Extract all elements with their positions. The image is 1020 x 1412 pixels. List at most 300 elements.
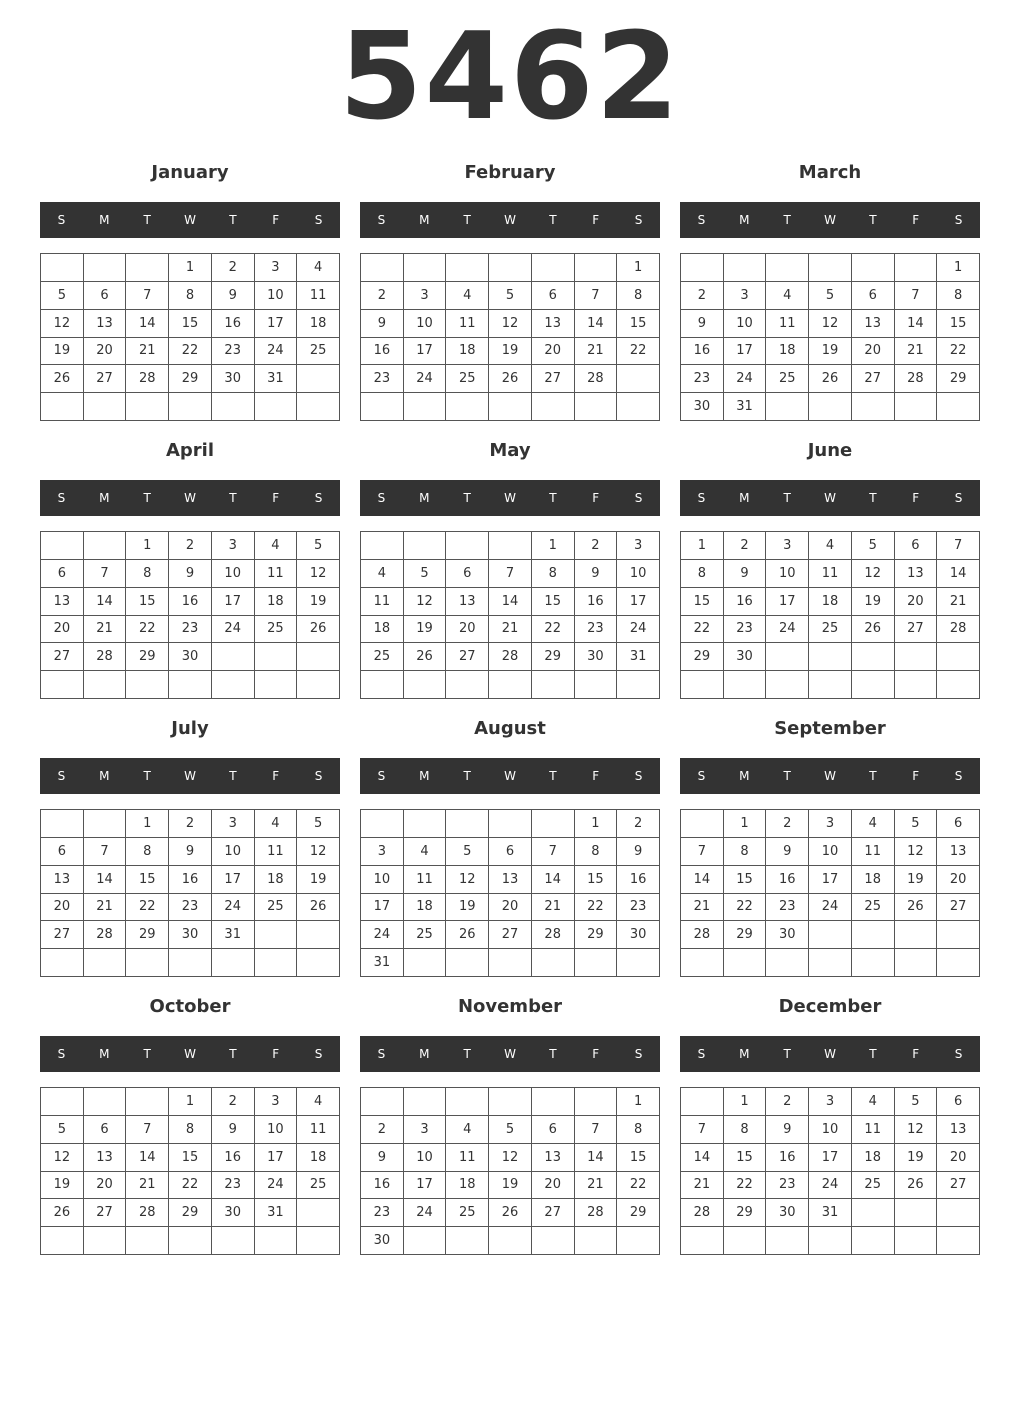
day-cell bbox=[681, 949, 724, 977]
day-cell: 5 bbox=[489, 282, 532, 310]
day-cell: 8 bbox=[532, 560, 575, 588]
day-cell: 12 bbox=[41, 1144, 84, 1172]
day-cell: 28 bbox=[489, 643, 532, 671]
day-cell: 29 bbox=[126, 921, 169, 949]
day-cell bbox=[361, 671, 404, 699]
day-cell bbox=[446, 949, 489, 977]
month-name: April bbox=[165, 440, 215, 461]
day-cell bbox=[41, 1227, 84, 1255]
day-cell: 10 bbox=[404, 1144, 447, 1172]
day-cell bbox=[169, 393, 212, 421]
day-cell: 31 bbox=[361, 949, 404, 977]
day-cell: 30 bbox=[681, 393, 724, 421]
day-cell: 17 bbox=[617, 588, 660, 616]
day-cell: 26 bbox=[895, 1172, 938, 1200]
day-cell: 24 bbox=[404, 365, 447, 393]
day-cell: 22 bbox=[126, 616, 169, 644]
weekday-label: F bbox=[592, 1047, 600, 1061]
day-cell bbox=[532, 393, 575, 421]
day-cell: 18 bbox=[852, 1144, 895, 1172]
weekday-label: M bbox=[99, 213, 110, 227]
day-cell: 4 bbox=[297, 1088, 340, 1116]
day-cell bbox=[895, 643, 938, 671]
day-cell: 16 bbox=[575, 588, 618, 616]
day-cell: 1 bbox=[937, 254, 980, 282]
weekday-label: M bbox=[419, 491, 430, 505]
day-cell: 19 bbox=[297, 588, 340, 616]
day-cell: 30 bbox=[361, 1227, 404, 1255]
weekday-label: S bbox=[377, 1047, 386, 1061]
day-cell: 2 bbox=[724, 532, 767, 560]
day-cell bbox=[575, 1227, 618, 1255]
day-cell: 13 bbox=[41, 588, 84, 616]
day-cell: 11 bbox=[297, 282, 340, 310]
day-cell: 6 bbox=[41, 838, 84, 866]
day-grid bbox=[680, 809, 980, 977]
day-cell: 23 bbox=[212, 1172, 255, 1200]
day-cell: 19 bbox=[41, 1172, 84, 1200]
day-cell: 10 bbox=[724, 310, 767, 338]
day-cell: 2 bbox=[766, 1088, 809, 1116]
weekday-label: S bbox=[57, 491, 66, 505]
weekday-label: T bbox=[549, 1047, 557, 1061]
day-cell bbox=[446, 1227, 489, 1255]
day-cell: 26 bbox=[41, 365, 84, 393]
day-cell: 4 bbox=[446, 1116, 489, 1144]
day-grid bbox=[40, 253, 340, 421]
weekday-label: F bbox=[912, 769, 920, 783]
month-name: November bbox=[457, 996, 563, 1017]
day-cell bbox=[575, 393, 618, 421]
day-cell: 20 bbox=[895, 588, 938, 616]
day-cell bbox=[937, 949, 980, 977]
day-cell bbox=[361, 393, 404, 421]
day-cell: 21 bbox=[681, 894, 724, 922]
day-cell bbox=[255, 393, 298, 421]
weekday-label: M bbox=[739, 213, 750, 227]
day-cell bbox=[489, 393, 532, 421]
day-cell bbox=[255, 671, 298, 699]
day-cell: 14 bbox=[895, 310, 938, 338]
weekday-label: M bbox=[419, 213, 430, 227]
month-name: December bbox=[778, 996, 882, 1017]
day-cell: 22 bbox=[169, 1172, 212, 1200]
day-cell: 18 bbox=[809, 588, 852, 616]
day-cell bbox=[895, 921, 938, 949]
day-cell bbox=[724, 254, 767, 282]
day-cell bbox=[532, 949, 575, 977]
day-cell: 5 bbox=[489, 1116, 532, 1144]
day-cell bbox=[617, 365, 660, 393]
day-cell bbox=[404, 532, 447, 560]
day-cell: 17 bbox=[212, 588, 255, 616]
weekday-label: S bbox=[954, 491, 963, 505]
day-cell: 11 bbox=[297, 1116, 340, 1144]
day-cell bbox=[404, 671, 447, 699]
weekday-label: T bbox=[783, 491, 791, 505]
day-cell bbox=[489, 810, 532, 838]
day-cell bbox=[212, 1227, 255, 1255]
day-cell: 17 bbox=[809, 1144, 852, 1172]
month-name: January bbox=[151, 162, 229, 183]
weekday-label: M bbox=[739, 1047, 750, 1061]
day-cell: 9 bbox=[617, 838, 660, 866]
day-cell bbox=[297, 365, 340, 393]
day-cell: 17 bbox=[809, 866, 852, 894]
day-cell: 19 bbox=[895, 1144, 938, 1172]
day-cell: 31 bbox=[212, 921, 255, 949]
day-cell bbox=[852, 671, 895, 699]
month-name: March bbox=[798, 162, 862, 183]
day-cell: 23 bbox=[169, 894, 212, 922]
day-cell: 4 bbox=[297, 254, 340, 282]
day-cell bbox=[84, 949, 127, 977]
day-cell bbox=[617, 393, 660, 421]
day-cell: 24 bbox=[255, 1172, 298, 1200]
day-cell: 22 bbox=[575, 894, 618, 922]
weekday-label: S bbox=[697, 1047, 706, 1061]
day-cell: 24 bbox=[212, 616, 255, 644]
day-cell: 26 bbox=[489, 1199, 532, 1227]
day-cell: 15 bbox=[532, 588, 575, 616]
day-cell: 29 bbox=[169, 365, 212, 393]
day-cell: 11 bbox=[809, 560, 852, 588]
day-cell bbox=[937, 921, 980, 949]
day-cell: 6 bbox=[937, 810, 980, 838]
day-cell bbox=[895, 393, 938, 421]
day-cell: 3 bbox=[617, 532, 660, 560]
day-cell: 26 bbox=[297, 616, 340, 644]
day-cell: 9 bbox=[766, 1116, 809, 1144]
day-cell: 3 bbox=[404, 1116, 447, 1144]
day-cell: 25 bbox=[255, 894, 298, 922]
day-cell: 3 bbox=[212, 532, 255, 560]
day-cell: 9 bbox=[575, 560, 618, 588]
day-cell: 1 bbox=[126, 532, 169, 560]
weekday-label: T bbox=[229, 213, 237, 227]
day-cell: 7 bbox=[937, 532, 980, 560]
weekday-label: M bbox=[99, 491, 110, 505]
day-cell: 21 bbox=[489, 616, 532, 644]
day-cell: 15 bbox=[724, 866, 767, 894]
day-cell: 8 bbox=[126, 560, 169, 588]
day-cell bbox=[212, 671, 255, 699]
weekday-label: W bbox=[184, 1047, 196, 1061]
day-cell bbox=[446, 810, 489, 838]
day-cell: 8 bbox=[937, 282, 980, 310]
day-cell: 29 bbox=[681, 643, 724, 671]
weekday-label: M bbox=[99, 769, 110, 783]
weekday-label: W bbox=[824, 1047, 836, 1061]
day-cell: 15 bbox=[126, 588, 169, 616]
day-cell: 20 bbox=[41, 616, 84, 644]
weekday-label: F bbox=[912, 491, 920, 505]
day-cell bbox=[681, 1088, 724, 1116]
day-cell bbox=[84, 254, 127, 282]
day-cell: 14 bbox=[532, 866, 575, 894]
day-cell: 11 bbox=[852, 838, 895, 866]
day-cell: 14 bbox=[681, 1144, 724, 1172]
day-cell bbox=[41, 254, 84, 282]
weekday-label: T bbox=[463, 491, 471, 505]
day-cell: 24 bbox=[255, 338, 298, 366]
day-cell: 25 bbox=[255, 616, 298, 644]
day-cell bbox=[724, 949, 767, 977]
day-cell: 29 bbox=[126, 643, 169, 671]
day-cell bbox=[404, 949, 447, 977]
day-cell: 18 bbox=[446, 338, 489, 366]
day-cell: 30 bbox=[575, 643, 618, 671]
day-cell bbox=[532, 810, 575, 838]
weekday-header bbox=[40, 480, 340, 516]
day-cell bbox=[681, 254, 724, 282]
day-cell: 27 bbox=[84, 365, 127, 393]
day-cell: 5 bbox=[297, 532, 340, 560]
day-cell: 17 bbox=[212, 866, 255, 894]
day-cell: 19 bbox=[41, 338, 84, 366]
weekday-label: S bbox=[697, 769, 706, 783]
day-cell: 3 bbox=[255, 254, 298, 282]
day-cell: 8 bbox=[724, 838, 767, 866]
day-cell: 21 bbox=[84, 616, 127, 644]
day-cell: 1 bbox=[617, 1088, 660, 1116]
day-cell bbox=[361, 254, 404, 282]
day-cell: 15 bbox=[169, 1144, 212, 1172]
day-cell: 7 bbox=[575, 282, 618, 310]
weekday-label: T bbox=[869, 769, 877, 783]
day-cell: 18 bbox=[852, 866, 895, 894]
day-cell: 15 bbox=[126, 866, 169, 894]
weekday-label: S bbox=[57, 213, 66, 227]
day-cell bbox=[41, 1088, 84, 1116]
day-cell: 22 bbox=[724, 894, 767, 922]
day-cell: 19 bbox=[809, 338, 852, 366]
day-cell bbox=[489, 949, 532, 977]
day-cell bbox=[41, 949, 84, 977]
weekday-label: W bbox=[504, 769, 516, 783]
day-cell: 27 bbox=[895, 616, 938, 644]
day-cell: 4 bbox=[852, 810, 895, 838]
day-cell: 1 bbox=[681, 532, 724, 560]
day-cell bbox=[169, 671, 212, 699]
day-cell bbox=[297, 1227, 340, 1255]
weekday-label: S bbox=[697, 213, 706, 227]
month-name: February bbox=[464, 162, 556, 183]
day-cell: 8 bbox=[126, 838, 169, 866]
day-cell: 5 bbox=[404, 560, 447, 588]
day-cell: 16 bbox=[212, 1144, 255, 1172]
day-cell bbox=[852, 393, 895, 421]
day-cell bbox=[532, 254, 575, 282]
day-cell: 22 bbox=[937, 338, 980, 366]
day-cell: 29 bbox=[724, 1199, 767, 1227]
day-cell bbox=[361, 1088, 404, 1116]
weekday-label: T bbox=[229, 491, 237, 505]
day-cell bbox=[404, 1227, 447, 1255]
day-cell: 27 bbox=[937, 1172, 980, 1200]
day-cell bbox=[404, 810, 447, 838]
day-cell: 27 bbox=[84, 1199, 127, 1227]
day-cell: 14 bbox=[937, 560, 980, 588]
day-cell bbox=[937, 1227, 980, 1255]
day-cell bbox=[297, 393, 340, 421]
weekday-label: T bbox=[229, 769, 237, 783]
day-cell: 7 bbox=[681, 838, 724, 866]
day-cell bbox=[724, 671, 767, 699]
day-grid bbox=[680, 531, 980, 699]
day-cell bbox=[84, 810, 127, 838]
day-cell: 22 bbox=[617, 338, 660, 366]
day-cell: 14 bbox=[575, 1144, 618, 1172]
day-cell: 5 bbox=[41, 1116, 84, 1144]
weekday-label: T bbox=[783, 769, 791, 783]
month-name: July bbox=[171, 718, 209, 739]
weekday-label: M bbox=[99, 1047, 110, 1061]
day-cell bbox=[84, 532, 127, 560]
day-cell: 15 bbox=[169, 310, 212, 338]
day-cell bbox=[617, 949, 660, 977]
day-cell: 18 bbox=[255, 866, 298, 894]
day-cell: 4 bbox=[255, 532, 298, 560]
weekday-label: T bbox=[143, 213, 151, 227]
day-cell: 27 bbox=[852, 365, 895, 393]
day-cell: 26 bbox=[297, 894, 340, 922]
day-cell: 24 bbox=[404, 1199, 447, 1227]
day-cell bbox=[446, 254, 489, 282]
day-cell: 5 bbox=[297, 810, 340, 838]
day-cell: 29 bbox=[937, 365, 980, 393]
day-cell: 18 bbox=[297, 1144, 340, 1172]
weekday-label: F bbox=[272, 213, 280, 227]
day-cell: 29 bbox=[169, 1199, 212, 1227]
day-cell: 17 bbox=[255, 1144, 298, 1172]
day-cell: 18 bbox=[297, 310, 340, 338]
day-cell: 23 bbox=[766, 894, 809, 922]
day-cell bbox=[297, 643, 340, 671]
day-cell: 20 bbox=[532, 338, 575, 366]
day-cell bbox=[937, 671, 980, 699]
day-cell: 22 bbox=[169, 338, 212, 366]
day-cell bbox=[766, 393, 809, 421]
weekday-label: T bbox=[783, 1047, 791, 1061]
day-cell: 16 bbox=[681, 338, 724, 366]
day-cell: 6 bbox=[532, 1116, 575, 1144]
weekday-label: S bbox=[697, 491, 706, 505]
day-cell: 13 bbox=[532, 310, 575, 338]
day-cell: 28 bbox=[937, 616, 980, 644]
weekday-label: F bbox=[272, 769, 280, 783]
day-cell: 30 bbox=[212, 1199, 255, 1227]
day-cell: 2 bbox=[766, 810, 809, 838]
day-cell: 28 bbox=[681, 1199, 724, 1227]
day-cell: 12 bbox=[489, 1144, 532, 1172]
day-cell: 27 bbox=[937, 894, 980, 922]
day-cell: 21 bbox=[84, 894, 127, 922]
day-cell: 7 bbox=[681, 1116, 724, 1144]
day-cell: 22 bbox=[532, 616, 575, 644]
day-cell: 7 bbox=[895, 282, 938, 310]
day-cell: 1 bbox=[724, 810, 767, 838]
day-cell bbox=[84, 1088, 127, 1116]
day-cell: 10 bbox=[809, 838, 852, 866]
day-cell: 11 bbox=[446, 1144, 489, 1172]
day-cell: 9 bbox=[681, 310, 724, 338]
day-cell bbox=[766, 1227, 809, 1255]
day-cell: 18 bbox=[404, 894, 447, 922]
day-cell: 24 bbox=[361, 921, 404, 949]
day-cell: 25 bbox=[404, 921, 447, 949]
day-cell bbox=[809, 671, 852, 699]
day-cell: 25 bbox=[809, 616, 852, 644]
day-cell: 31 bbox=[255, 1199, 298, 1227]
day-cell: 5 bbox=[852, 532, 895, 560]
day-cell: 2 bbox=[169, 810, 212, 838]
weekday-label: S bbox=[314, 213, 323, 227]
weekday-label: F bbox=[592, 213, 600, 227]
day-cell: 27 bbox=[532, 365, 575, 393]
weekday-label: W bbox=[824, 491, 836, 505]
day-cell bbox=[766, 949, 809, 977]
weekday-label: W bbox=[184, 491, 196, 505]
day-cell bbox=[809, 949, 852, 977]
day-cell: 16 bbox=[361, 1172, 404, 1200]
day-cell: 25 bbox=[766, 365, 809, 393]
day-cell: 24 bbox=[809, 894, 852, 922]
day-cell: 27 bbox=[41, 643, 84, 671]
day-cell: 28 bbox=[681, 921, 724, 949]
weekday-header bbox=[680, 202, 980, 238]
day-cell: 11 bbox=[852, 1116, 895, 1144]
month-name: October bbox=[149, 996, 231, 1017]
day-cell bbox=[532, 671, 575, 699]
day-cell: 30 bbox=[766, 1199, 809, 1227]
month-name: May bbox=[489, 440, 531, 461]
day-cell: 1 bbox=[126, 810, 169, 838]
day-cell: 24 bbox=[766, 616, 809, 644]
day-cell: 17 bbox=[724, 338, 767, 366]
day-cell: 19 bbox=[446, 894, 489, 922]
day-cell: 21 bbox=[681, 1172, 724, 1200]
day-cell: 24 bbox=[212, 894, 255, 922]
day-cell: 20 bbox=[852, 338, 895, 366]
day-cell bbox=[809, 643, 852, 671]
day-cell: 28 bbox=[84, 643, 127, 671]
weekday-label: T bbox=[869, 491, 877, 505]
day-cell: 28 bbox=[126, 1199, 169, 1227]
day-cell: 12 bbox=[852, 560, 895, 588]
weekday-label: S bbox=[954, 213, 963, 227]
day-grid bbox=[360, 531, 660, 699]
day-cell: 6 bbox=[937, 1088, 980, 1116]
day-cell: 7 bbox=[126, 1116, 169, 1144]
day-cell: 9 bbox=[724, 560, 767, 588]
day-cell: 18 bbox=[255, 588, 298, 616]
day-cell: 19 bbox=[852, 588, 895, 616]
day-cell: 29 bbox=[724, 921, 767, 949]
day-cell: 13 bbox=[41, 866, 84, 894]
day-cell: 23 bbox=[766, 1172, 809, 1200]
day-cell: 19 bbox=[895, 866, 938, 894]
day-cell: 2 bbox=[361, 282, 404, 310]
day-grid bbox=[40, 1087, 340, 1255]
weekday-label: W bbox=[824, 769, 836, 783]
weekday-header bbox=[360, 1036, 660, 1072]
day-cell: 28 bbox=[575, 365, 618, 393]
day-cell: 3 bbox=[809, 810, 852, 838]
day-cell: 26 bbox=[852, 616, 895, 644]
day-cell: 4 bbox=[766, 282, 809, 310]
day-cell: 22 bbox=[724, 1172, 767, 1200]
